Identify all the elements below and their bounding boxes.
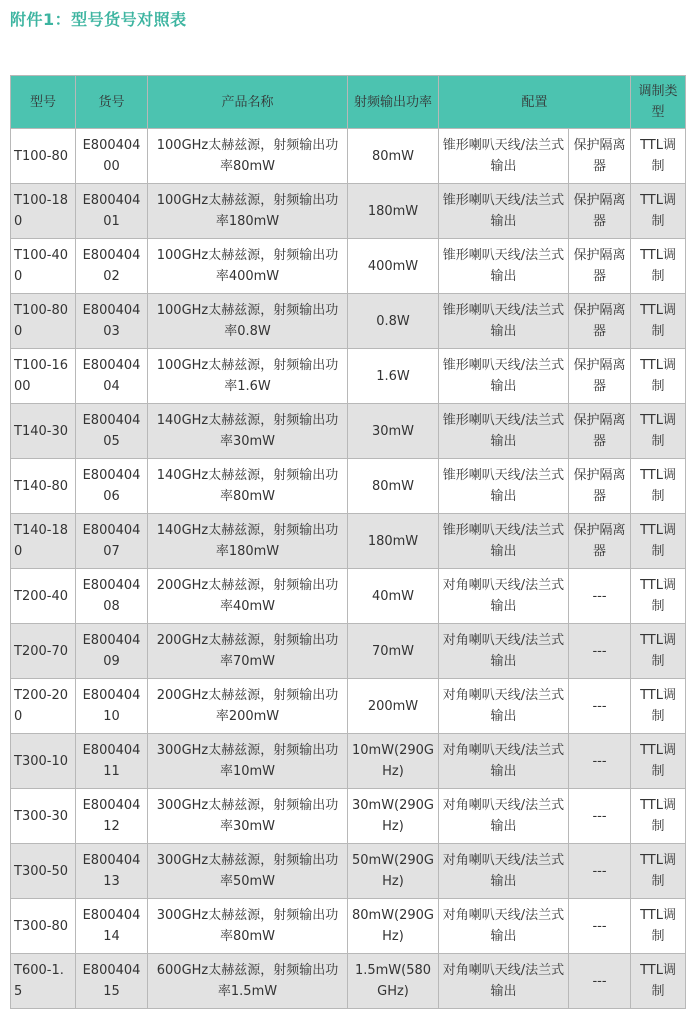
cell-model: T300-50 (11, 844, 76, 899)
cell-rf-power: 40mW (348, 569, 439, 624)
cell-model: T140-180 (11, 514, 76, 569)
page-title: 附件1：型号货号对照表 (10, 10, 187, 29)
cell-model: T100-1600 (11, 349, 76, 404)
cell-config-isolator: 保护隔离器 (569, 184, 631, 239)
cell-model: T100-400 (11, 239, 76, 294)
cell-model: T200-70 (11, 624, 76, 679)
cell-modulation: TTL调制 (631, 349, 686, 404)
cell-modulation: TTL调制 (631, 569, 686, 624)
cell-config-antenna: 锥形喇叭天线/法兰式输出 (439, 294, 569, 349)
cell-modulation: TTL调制 (631, 789, 686, 844)
table-row (11, 624, 686, 679)
cell-modulation: TTL调制 (631, 624, 686, 679)
cell-sku: E80040413 (76, 844, 148, 899)
cell-config-isolator: 保护隔离器 (569, 459, 631, 514)
table-row (11, 294, 686, 349)
cell-rf-power: 180mW (348, 514, 439, 569)
cell-config-antenna: 锥形喇叭天线/法兰式输出 (439, 349, 569, 404)
cell-model: T200-200 (11, 679, 76, 734)
cell-config-antenna: 对角喇叭天线/法兰式输出 (439, 734, 569, 789)
table-header-row (11, 76, 686, 129)
cell-config-antenna: 锥形喇叭天线/法兰式输出 (439, 239, 569, 294)
cell-config-antenna: 对角喇叭天线/法兰式输出 (439, 899, 569, 954)
cell-model: T300-80 (11, 899, 76, 954)
cell-product-name: 100GHz太赫兹源，射频输出功率0.8W (148, 294, 348, 349)
header-product-name: 产品名称 (148, 76, 348, 129)
table-row (11, 514, 686, 569)
cell-rf-power: 0.8W (348, 294, 439, 349)
cell-model: T300-30 (11, 789, 76, 844)
cell-sku: E80040405 (76, 404, 148, 459)
cell-product-name: 140GHz太赫兹源，射频输出功率30mW (148, 404, 348, 459)
cell-sku: E80040408 (76, 569, 148, 624)
cell-rf-power: 30mW(290GHz) (348, 789, 439, 844)
cell-config-isolator: 保护隔离器 (569, 349, 631, 404)
cell-config-antenna: 对角喇叭天线/法兰式输出 (439, 789, 569, 844)
cell-sku: E80040402 (76, 239, 148, 294)
cell-product-name: 300GHz太赫兹源，射频输出功率80mW (148, 899, 348, 954)
cell-rf-power: 400mW (348, 239, 439, 294)
cell-modulation: TTL调制 (631, 954, 686, 1009)
cell-rf-power: 10mW(290GHz) (348, 734, 439, 789)
cell-product-name: 140GHz太赫兹源，射频输出功率180mW (148, 514, 348, 569)
cell-sku: E80040414 (76, 899, 148, 954)
cell-sku: E80040404 (76, 349, 148, 404)
cell-rf-power: 70mW (348, 624, 439, 679)
cell-product-name: 300GHz太赫兹源，射频输出功率50mW (148, 844, 348, 899)
cell-model: T300-10 (11, 734, 76, 789)
table-row (11, 734, 686, 789)
cell-config-isolator: --- (569, 624, 631, 679)
table-row (11, 239, 686, 294)
cell-modulation: TTL调制 (631, 844, 686, 899)
cell-modulation: TTL调制 (631, 239, 686, 294)
cell-config-isolator: --- (569, 789, 631, 844)
cell-config-antenna: 对角喇叭天线/法兰式输出 (439, 569, 569, 624)
cell-config-antenna: 锥形喇叭天线/法兰式输出 (439, 514, 569, 569)
cell-modulation: TTL调制 (631, 899, 686, 954)
cell-product-name: 300GHz太赫兹源，射频输出功率10mW (148, 734, 348, 789)
cell-config-isolator: 保护隔离器 (569, 294, 631, 349)
cell-sku: E80040412 (76, 789, 148, 844)
cell-sku: E80040411 (76, 734, 148, 789)
table-row (11, 404, 686, 459)
cell-rf-power: 1.5mW(580GHz) (348, 954, 439, 1009)
cell-config-antenna: 锥形喇叭天线/法兰式输出 (439, 184, 569, 239)
cell-rf-power: 50mW(290GHz) (348, 844, 439, 899)
cell-model: T100-180 (11, 184, 76, 239)
cell-modulation: TTL调制 (631, 734, 686, 789)
cell-product-name: 100GHz太赫兹源，射频输出功率180mW (148, 184, 348, 239)
cell-config-antenna: 锥形喇叭天线/法兰式输出 (439, 459, 569, 514)
cell-product-name: 300GHz太赫兹源，射频输出功率30mW (148, 789, 348, 844)
cell-rf-power: 180mW (348, 184, 439, 239)
cell-modulation: TTL调制 (631, 404, 686, 459)
table-row (11, 184, 686, 239)
cell-product-name: 600GHz太赫兹源，射频输出功率1.5mW (148, 954, 348, 1009)
cell-rf-power: 80mW (348, 129, 439, 184)
cell-config-antenna: 锥形喇叭天线/法兰式输出 (439, 129, 569, 184)
table-row (11, 459, 686, 514)
cell-rf-power: 1.6W (348, 349, 439, 404)
cell-product-name: 100GHz太赫兹源，射频输出功率80mW (148, 129, 348, 184)
cell-config-isolator: --- (569, 679, 631, 734)
cell-config-isolator: 保护隔离器 (569, 404, 631, 459)
model-sku-table (10, 75, 686, 1009)
table-row (11, 129, 686, 184)
cell-sku: E80040401 (76, 184, 148, 239)
table-row (11, 789, 686, 844)
cell-config-isolator: 保护隔离器 (569, 129, 631, 184)
cell-config-isolator: --- (569, 954, 631, 1009)
cell-config-isolator: --- (569, 734, 631, 789)
cell-rf-power: 80mW (348, 459, 439, 514)
cell-rf-power: 30mW (348, 404, 439, 459)
cell-rf-power: 200mW (348, 679, 439, 734)
cell-sku: E80040409 (76, 624, 148, 679)
cell-modulation: TTL调制 (631, 679, 686, 734)
cell-sku: E80040407 (76, 514, 148, 569)
header-rf-power: 射频输出功率 (348, 76, 439, 129)
header-sku: 货号 (76, 76, 148, 129)
cell-modulation: TTL调制 (631, 294, 686, 349)
cell-config-isolator: --- (569, 844, 631, 899)
cell-config-antenna: 对角喇叭天线/法兰式输出 (439, 954, 569, 1009)
cell-config-antenna: 对角喇叭天线/法兰式输出 (439, 624, 569, 679)
table-row (11, 569, 686, 624)
cell-product-name: 100GHz太赫兹源，射频输出功率1.6W (148, 349, 348, 404)
cell-model: T140-80 (11, 459, 76, 514)
cell-model: T100-800 (11, 294, 76, 349)
header-modulation: 调制类型 (631, 76, 686, 129)
cell-model: T140-30 (11, 404, 76, 459)
cell-product-name: 200GHz太赫兹源，射频输出功率200mW (148, 679, 348, 734)
cell-sku: E80040410 (76, 679, 148, 734)
header-model: 型号 (11, 76, 76, 129)
cell-config-antenna: 锥形喇叭天线/法兰式输出 (439, 404, 569, 459)
cell-sku: E80040403 (76, 294, 148, 349)
table-row (11, 844, 686, 899)
table-row (11, 954, 686, 1009)
cell-config-antenna: 对角喇叭天线/法兰式输出 (439, 844, 569, 899)
cell-rf-power: 80mW(290GHz) (348, 899, 439, 954)
table-row (11, 899, 686, 954)
table-row (11, 679, 686, 734)
cell-config-antenna: 对角喇叭天线/法兰式输出 (439, 679, 569, 734)
header-configuration: 配置 (439, 76, 631, 129)
cell-sku: E80040400 (76, 129, 148, 184)
cell-sku: E80040415 (76, 954, 148, 1009)
cell-product-name: 140GHz太赫兹源，射频输出功率80mW (148, 459, 348, 514)
cell-sku: E80040406 (76, 459, 148, 514)
cell-modulation: TTL调制 (631, 184, 686, 239)
cell-config-isolator: --- (569, 569, 631, 624)
table-row (11, 349, 686, 404)
cell-model: T600-1.5 (11, 954, 76, 1009)
cell-modulation: TTL调制 (631, 129, 686, 184)
cell-config-isolator: --- (569, 899, 631, 954)
cell-config-isolator: 保护隔离器 (569, 514, 631, 569)
cell-product-name: 100GHz太赫兹源，射频输出功率400mW (148, 239, 348, 294)
cell-modulation: TTL调制 (631, 459, 686, 514)
cell-config-isolator: 保护隔离器 (569, 239, 631, 294)
cell-model: T200-40 (11, 569, 76, 624)
cell-model: T100-80 (11, 129, 76, 184)
cell-product-name: 200GHz太赫兹源，射频输出功率40mW (148, 569, 348, 624)
cell-modulation: TTL调制 (631, 514, 686, 569)
cell-product-name: 200GHz太赫兹源，射频输出功率70mW (148, 624, 348, 679)
